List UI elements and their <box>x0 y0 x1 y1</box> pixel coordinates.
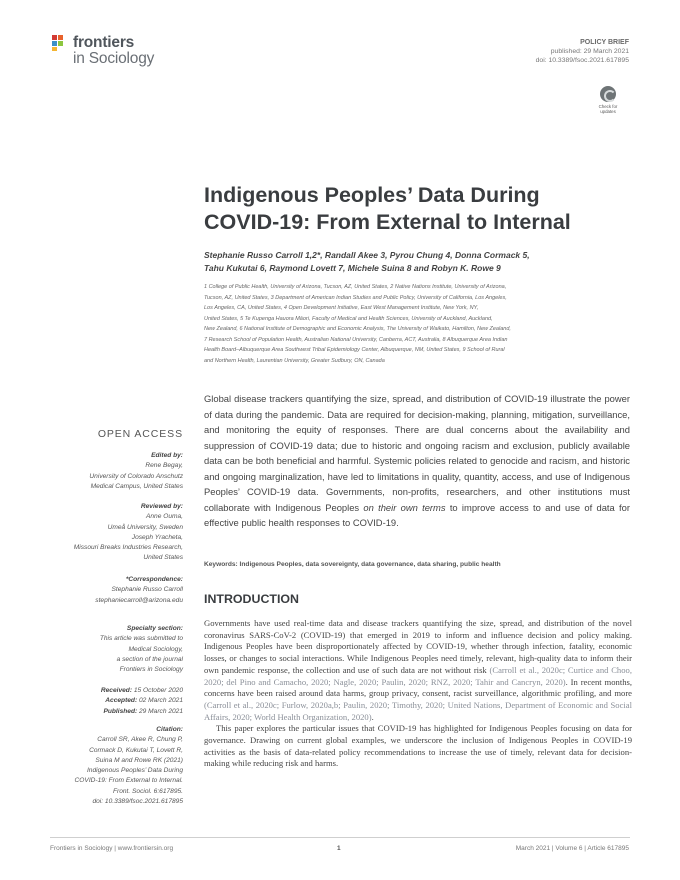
keywords: Keywords: Indigenous Peoples, data sovereignty, data governance, data sharing, public health <box>204 561 501 568</box>
citation-link[interactable]: (Carroll et al., 2020c; Curtice and Choo, 2020; del Pino and Camacho, 2020; Nagle, 2020; Paulin, 2020; RNZ, 2020; Tahir and Cancryn, 2020) <box>204 664 632 687</box>
check-updates-icon <box>600 86 616 102</box>
author-line: Stephanie Russo Carroll 1,2*, Randall Akee 3, Pyrou Chung 4, Donna Cormack 5, <box>204 250 530 260</box>
abstract: Global disease trackers quantifying the size, spread, and distribution of COVID-19 illustrate the power of data during the pandemic. Data are required for decision-making, planning, mitigation, surveillance, and monitoring the equity of responses. There are dual concerns about the availability and suppression of COVID-19 data; due to historic and ongoing racism and exclusion, publicly available data can be both beneficial and harmful. Systemic policies related to genocide and racism, and historic and ongoing marginalization, have led to limitations in quality, quantity, access, and use of Indigenous Peoples’ COVID-19 data. Governments, non-profits, researchers, and other institutions must collaborate with Indigenous Peoples on their own terms to improve access to and use of data for effective public health responses to COVID-19. <box>204 393 630 528</box>
correspondence: *Correspondence: Stephanie Russo Carroll stephaniecarroll@arizona.edu <box>40 575 183 606</box>
journal-logo <box>50 30 170 70</box>
citation-link[interactable]: (Carroll et al., 2020c; Furlow, 2020a,b; Paulin, 2020; Timothy, 2020; United Nations, Department of Economic and Social Affairs, 2020; World Health Organization, 2020) <box>204 699 632 722</box>
affiliation-line: United States, 5 Te Kupenga Hauora Māori, Faculty of Medical and Health Sciences, University of Auckland, Auckland, <box>204 315 493 322</box>
author-line: Tahu Kukutai 6, Raymond Lovett 7, Michele Suina 8 and Robyn K. Rowe 9 <box>204 262 501 273</box>
affiliation-line: Health Board–Albuquerque Area Southwest Tribal Epidemiology Center, Albuquerque, NM, United States, 9 School of Rural <box>204 347 505 353</box>
check-for-updates-badge[interactable]: Check for updates <box>593 84 623 118</box>
introduction-body <box>204 618 632 770</box>
specialty-section: Specialty section: This article was submitted to Medical Sociology, a section of the journal Frontiers in Sociology <box>99 625 183 674</box>
affiliation-line: 7 Research School of Population Health, Australian National University, Canberra, ACT, Australia, 8 Albuquerque Area Indian <box>204 336 508 343</box>
section-heading-introduction: INTRODUCTION <box>204 592 299 606</box>
author-list <box>204 249 634 274</box>
affiliation-line: 1 College of Public Health, University of Arizona, Tucson, AZ, United States, 2 Native Nations Institute, University of Arizona, <box>204 284 507 290</box>
frontiers-logo-icon <box>50 32 70 52</box>
article-type: POLICY BRIEF <box>580 39 629 46</box>
affiliation-line: Tucson, AZ, United States, 3 Department of American Indian Studies and Public Policy, University of California, Los Angeles, <box>204 294 507 301</box>
affiliation-line: and Northern Health, Laurentian University, Greater Sudbury, ON, Canada <box>204 357 385 364</box>
open-access-label: OPEN ACCESS <box>97 428 183 440</box>
page-number: 1 <box>337 845 341 852</box>
doi[interactable]: doi: 10.3389/fsoc.2021.617895 <box>535 57 629 64</box>
dates: Received: 15 October 2020 Accepted: 02 March 2021 Published: 29 March 2021 <box>100 687 183 715</box>
paragraph: Governments have used real-time data and disease trackers quantifying the size, spread, and distribution of the novel coronavirus SARS-CoV-2 (COVID-19) that emerged in 2019 to inform and influence decision and policy making. Indigenous Peoples have been disproportionately affected by COVID-19, whether through infection, fatality, economic losses, or changes to social interactions. While Indigenous Peoples need timely, relevant, high-quality data to inform their own pandemic response, the collection and use of such data are not without risk (Carroll et al., 2020c; Curtice and Choo, 2020; del Pino and Camacho, 2020; Nagle, 2020; Paulin, 2020; RNZ, 2020; Tahir and Cancryn, 2020). In recent months, concerns have been raised around data harms, group privacy, consent, racist surveillance, algorithmic profiling, and more (Carroll et al., 2020c; Furlow, 2020a,b; Paulin, 2020; Timothy, 2020; United Nations, Department of Economic and Social Affairs, 2020; World Health Organization, 2020). <box>204 618 632 722</box>
affiliation-line: New Zealand, 6 National Institute of Demographic and Economic Analysis, The University of Waikato, Hamilton, New Zealand, <box>204 326 511 332</box>
edited-by: Edited by: Rene Begay, University of Colorado Anschutz Medical Campus, United States <box>89 452 183 490</box>
citation: Citation: Carroll SR, Akee R, Chung P, Cormack D, Kukutai T, Lovett R, Suina M and Rowe RK (2021) Indigenous Peoples’ Data During COVID-19: From External to Internal. Front. Sociol. 6:617895. doi: 10.3389/fsoc.2021.617895 <box>74 726 183 806</box>
reviewed-by: Reviewed by: Anne Ouma, Umeå University, Sweden Joseph Yracheta, Missouri Breaks Industries Research, United States <box>73 503 183 562</box>
affiliations <box>204 282 634 366</box>
journal-subtitle: in Sociology <box>73 50 155 67</box>
published-date: published: 29 March 2021 <box>550 48 629 55</box>
article-meta <box>536 38 629 65</box>
footer-divider <box>50 837 630 838</box>
paragraph: This paper explores the particular issues that COVID-19 has highlighted for Indigenous Peoples focusing on data for governance. Drawing on current global examples, we underscore the inclusion of Indigenous Peoples in COVID-19 activities as the basis of data-related policy recommendations to increase the use of timely, relevant data for decision-making while reducing risk and harms. <box>204 723 632 769</box>
affiliation-line: Los Angeles, CA, United States, 4 Open Development Initiative, East West Management Institute, New York, NY, <box>204 305 479 311</box>
journal-name: frontiers <box>73 34 135 51</box>
footer-journal[interactable]: Frontiers in Sociology | www.frontiersin.org <box>50 845 174 852</box>
footer-issue: March 2021 | Volume 6 | Article 617895 <box>515 845 629 852</box>
article-title: Indigenous Peoples’ Data During COVID-19: From External to Internal <box>204 183 571 234</box>
correspondence-email[interactable]: stephaniecarroll@arizona.edu <box>95 596 183 604</box>
